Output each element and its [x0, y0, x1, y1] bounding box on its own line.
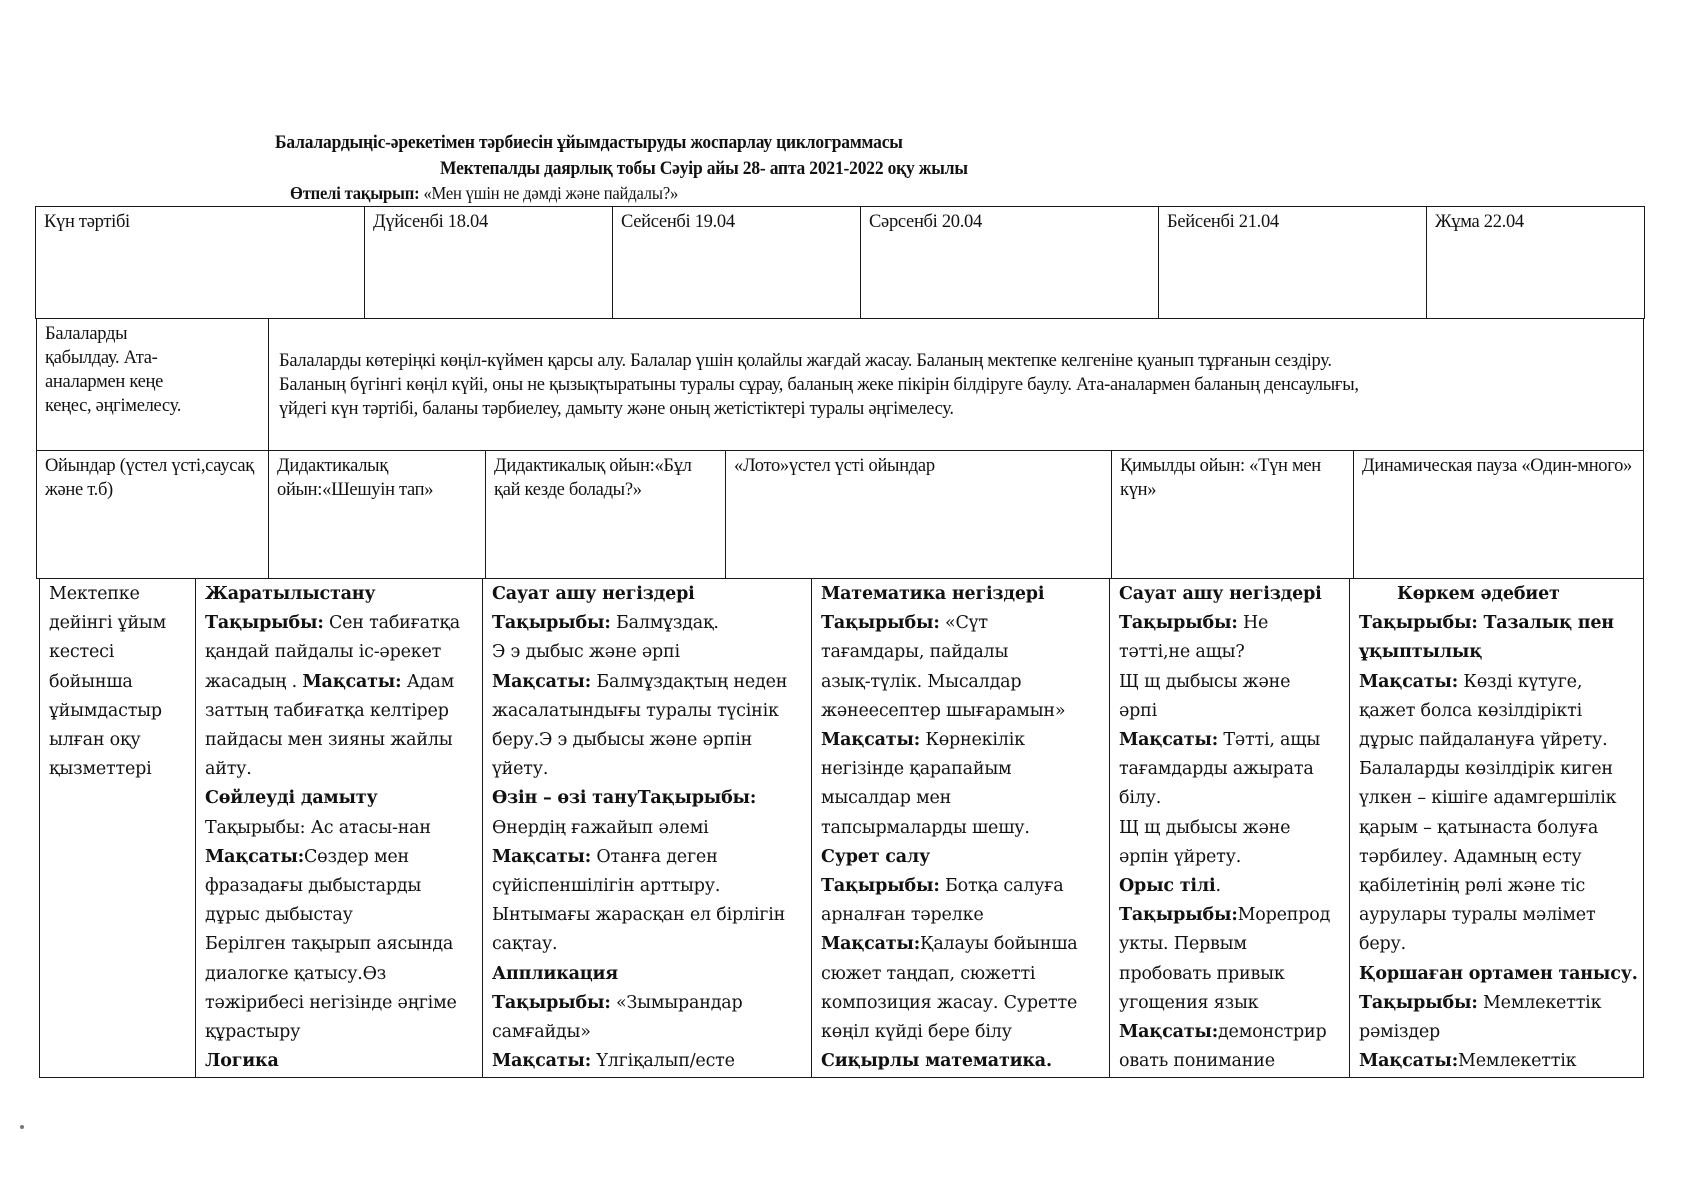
lesson-line	[1119, 668, 1340, 697]
lesson-text: самғайды»	[492, 1022, 591, 1043]
lessons-label-line: ұйымдастыр	[49, 700, 162, 721]
lesson-line	[1119, 843, 1340, 872]
lesson-heading-text: Сурет салу	[821, 846, 930, 867]
lesson-line	[492, 960, 802, 989]
lesson-line	[821, 1018, 1100, 1047]
header-cell-tuesday: Сейсенбі 19.04	[613, 207, 861, 319]
lesson-text: Сен табиғатқа	[323, 613, 460, 634]
lesson-text: угощения язык	[1119, 992, 1259, 1013]
lesson-line	[205, 609, 473, 638]
lesson-line	[205, 989, 473, 1018]
lesson-heading-text: Тақырыбы:	[1359, 992, 1478, 1013]
lesson-line	[1359, 726, 1634, 755]
lesson-text: .	[1215, 876, 1221, 897]
lesson-heading-text: Тақырыбы: Тазалық пен	[1359, 613, 1614, 634]
lesson-heading-text: Сиқырлы математика.	[821, 1051, 1052, 1072]
lesson-text: үлкен – кішіге адамгершілік	[1359, 788, 1617, 809]
lesson-line	[1359, 668, 1634, 697]
lesson-text: Берілген тақырып аясында	[205, 934, 454, 955]
lesson-line	[205, 872, 473, 901]
lesson-heading-text: Мақсаты:	[492, 671, 591, 692]
lesson-text: беру.Э э дыбысы және әрпін	[492, 730, 753, 751]
lesson-text: Көзді күтуге,	[1457, 671, 1583, 692]
lesson-heading-text: Мақсаты:	[1119, 1022, 1218, 1043]
lesson-heading-text: Логика	[205, 1051, 279, 1072]
lesson-cell-tuesday	[483, 579, 812, 1078]
lesson-text: аурулары туралы мәлімет	[1359, 905, 1596, 926]
lesson-text: қарым – қатынаста болуға	[1359, 817, 1599, 838]
lesson-line	[1119, 930, 1340, 959]
lesson-heading-text: Мақсаты:	[1359, 1051, 1458, 1072]
lesson-heading-text: Тақырыбы:	[821, 876, 940, 897]
lesson-line	[492, 989, 802, 1018]
lesson-line	[1119, 901, 1340, 930]
lesson-line	[492, 843, 802, 872]
lesson-line	[821, 989, 1100, 1018]
lesson-line	[1359, 1018, 1634, 1047]
lesson-text: пробовать привык	[1119, 963, 1285, 984]
lesson-line	[205, 755, 473, 784]
lesson-heading-text: Мақсаты:	[492, 846, 591, 867]
lesson-heading-text: Тақырыбы:	[1119, 905, 1238, 926]
game-cell-tuesday: Дидактикалық ойын:«Бұл қай кезде болады?»	[486, 451, 726, 579]
lesson-line	[1119, 872, 1340, 901]
lesson-line	[492, 609, 802, 638]
reception-row	[37, 319, 1644, 451]
games-label: Ойындар (үстел үсті,саусақ және т.б)	[37, 451, 269, 579]
lesson-line	[492, 726, 802, 755]
lesson-line	[821, 784, 1100, 813]
lesson-heading-text: Мақсаты:	[205, 846, 304, 867]
lesson-text: заттың табиғатқа келтірер	[205, 700, 449, 721]
lesson-text: Мемлекеттік	[1477, 992, 1602, 1013]
lesson-heading-text: Мақсаты:	[821, 730, 920, 751]
lesson-line	[205, 930, 473, 959]
lesson-text: Щ щ дыбысы және	[1119, 817, 1291, 838]
lesson-text: мысалдар мен	[821, 788, 952, 809]
lesson-text: «Сүт	[939, 613, 988, 634]
lesson-text: Ынтымағы жарасқан ел бірлігін	[492, 905, 786, 926]
lesson-text: тағамдары, пайдалы	[821, 642, 1009, 663]
lessons-label-line: Мектепке	[49, 584, 140, 604]
lesson-text: Сөздер мен	[303, 846, 409, 867]
lesson-text: Тәтті, ащы	[1217, 730, 1321, 751]
games-row	[37, 451, 1644, 579]
lesson-text: арналған тәрелке	[821, 905, 984, 926]
lesson-line	[821, 697, 1100, 726]
lesson-line	[492, 901, 802, 930]
lesson-line	[1359, 989, 1634, 1018]
lesson-line	[1359, 638, 1634, 667]
lesson-text: «Зымырандар	[610, 992, 743, 1013]
lesson-text: Тақырыбы: Ас атасы-нан	[205, 817, 431, 838]
lesson-text: азық-түлік. Мысалдар	[821, 671, 1022, 692]
lesson-heading-text: Аппликация	[492, 963, 619, 984]
lesson-line	[1119, 609, 1340, 638]
lesson-heading-text: Мақсаты:	[492, 1051, 591, 1072]
lesson-heading-text: Сауат ашу негіздері	[492, 584, 695, 604]
lesson-heading-text: Мақсаты:	[821, 934, 920, 955]
lesson-text: құрастыру	[205, 1022, 301, 1043]
lesson-line	[492, 1047, 802, 1076]
lesson-text: Балмұздақтың неден	[590, 671, 788, 692]
lesson-heading-text: Тақырыбы:	[492, 613, 611, 634]
lesson-text: Морепрод	[1237, 905, 1331, 926]
lesson-text: диалогке қатысу.Өз	[205, 963, 387, 984]
lesson-text: дұрыс пайдалануға үйрету.	[1359, 730, 1608, 751]
lesson-text: укты. Первым	[1119, 934, 1247, 955]
lesson-line	[821, 580, 1100, 609]
lesson-text: қабілетінің рөлі және тіс	[1359, 876, 1586, 897]
lesson-line	[821, 814, 1100, 843]
lesson-line	[821, 872, 1100, 901]
lesson-text: Қалауы бойынша	[919, 934, 1078, 955]
lesson-heading-text: Мақсаты:	[1359, 671, 1458, 692]
lesson-text: дұрыс дыбыстау	[205, 905, 353, 926]
lesson-text: фразадағы дыбыстарды	[205, 876, 422, 897]
lesson-line	[1359, 930, 1634, 959]
document-subtitle: Мектепалды даярлық тобы Сәуір айы 28- апта 2021-2022 оқу жылы	[440, 158, 968, 179]
game-cell-friday: Динамическая пауза «Один-много»	[1354, 451, 1644, 579]
lesson-line	[821, 901, 1100, 930]
lessons-label-line: ылған оқу	[49, 730, 141, 751]
lesson-text: қажет болса көзілдірікті	[1359, 700, 1583, 721]
lesson-text: тәтті,не ащы?	[1119, 642, 1245, 663]
lesson-text: көңіл күйді бере білу	[821, 1022, 1012, 1043]
lesson-line	[821, 843, 1100, 872]
lessons-label-line: қызметтері	[49, 759, 152, 780]
lesson-text: негізінде қарапайым	[821, 759, 1012, 780]
lesson-line	[1119, 960, 1340, 989]
lesson-line	[205, 580, 473, 609]
lesson-text: рәміздер	[1359, 1022, 1441, 1043]
lesson-line	[1359, 814, 1634, 843]
lesson-line	[1119, 989, 1340, 1018]
lesson-line	[205, 697, 473, 726]
lesson-line	[492, 930, 802, 959]
lesson-line	[492, 872, 802, 901]
lesson-heading-text: Тақырыбы:	[492, 992, 611, 1013]
lessons-label-line: бойынша	[49, 671, 133, 692]
lesson-text: Адам	[401, 671, 455, 692]
lesson-line	[1359, 755, 1634, 784]
lesson-text: Э э дыбыс және әрпі	[492, 642, 680, 663]
lessons-label-line: дейінгі ұйым	[49, 613, 167, 634]
lessons-row	[40, 579, 1644, 1078]
lesson-text: тәжірибесі негізінде әңгіме	[205, 992, 457, 1013]
lesson-text: Көрнекілік	[919, 730, 1025, 751]
lesson-line	[205, 814, 473, 843]
header-cell-monday: Дүйсенбі 18.04	[365, 207, 613, 319]
lesson-line	[821, 609, 1100, 638]
games-table	[36, 450, 1644, 579]
lesson-line	[1359, 872, 1634, 901]
lessons-label	[40, 579, 196, 1078]
lesson-line	[1359, 901, 1634, 930]
lesson-line	[1359, 784, 1634, 813]
game-cell-monday: Дидактикалық ойын:«Шешуін тап»	[269, 451, 486, 579]
lesson-text: сюжет таңдап, сюжетті	[821, 963, 1036, 984]
lesson-line	[205, 1018, 473, 1047]
header-cell-thursday: Бейсенбі 21.04	[1159, 207, 1427, 319]
lesson-text: Өнердің ғажайып әлемі	[492, 817, 709, 838]
lesson-line	[1119, 580, 1340, 609]
lesson-cell-monday	[196, 579, 483, 1078]
lesson-text: Балмұздақ.	[610, 613, 719, 634]
weekly-theme-label: Өтпелі тақырып:	[290, 183, 420, 203]
lesson-line	[205, 960, 473, 989]
lesson-heading-text: Тақырыбы:	[821, 613, 940, 634]
lesson-heading-text: Математика негіздері	[821, 584, 1045, 604]
lesson-text: Щ щ дыбысы және	[1119, 671, 1291, 692]
lesson-line	[1119, 1018, 1340, 1047]
lesson-text: жәнеесептер шығарамын»	[821, 700, 1066, 721]
lesson-text: әрпі	[1119, 700, 1158, 721]
lesson-line	[1359, 697, 1634, 726]
reception-description: Балаларды көтеріңкі көңіл-күймен қарсы алу. Балалар үшін қолайлы жағдай жасау. Баланың мектепке келгеніне қуанып тұрғанын сездіру. Баланың бүгінгі көңіл күйі, оны не қызықтыратыны туралы сұрау, баланың жеке пікірін білдіруге баулу. Ата-аналармен баланың денсаулығы, үйдегі күн тәртібі, баланы тәрбиелеу, дамыту және оның жетістіктері туралы әңгімелесу.	[269, 319, 1644, 451]
lesson-text: демонстрир	[1217, 1022, 1327, 1043]
lesson-line	[492, 755, 802, 784]
lesson-text: тәрбилеу. Адамның есту	[1359, 846, 1582, 867]
reception-table	[36, 318, 1644, 451]
lesson-line	[1359, 960, 1638, 989]
lesson-heading-text: Тақырыбы:	[205, 613, 324, 634]
lesson-heading-text: Көркем әдебиет	[1397, 584, 1560, 604]
header-cell-wednesday: Сәрсенбі 20.04	[861, 207, 1159, 319]
lesson-heading-text: Қоршаған ортамен танысу.	[1359, 963, 1638, 984]
lesson-text: тағамдарды ажырата	[1119, 759, 1314, 780]
lesson-text: тапсырмаларды шешу.	[821, 817, 1030, 838]
lesson-line	[205, 843, 473, 872]
lesson-line	[821, 668, 1100, 697]
lesson-line	[205, 1047, 473, 1076]
lesson-cell-friday	[1350, 579, 1644, 1078]
lesson-text: айту.	[205, 759, 252, 780]
lesson-line	[1119, 638, 1340, 667]
lesson-line	[821, 1047, 1100, 1076]
lesson-line	[1359, 1047, 1634, 1076]
document-title: Балалардыңіс-әрекетімен тәрбиесін ұйымдастыруды жоспарлау циклограммасы	[275, 132, 903, 153]
lesson-line	[205, 726, 473, 755]
lesson-text: Балаларды көзілдірік киген	[1359, 759, 1613, 780]
lesson-line	[492, 814, 802, 843]
weekly-theme	[290, 183, 678, 204]
lesson-text: үйету.	[492, 759, 549, 780]
lesson-line	[1359, 609, 1634, 638]
lesson-line	[205, 668, 473, 697]
lesson-heading-text: ұқыптылық	[1359, 642, 1483, 663]
lesson-line	[821, 638, 1100, 667]
lesson-text: сүйіспеншілігін арттыру.	[492, 876, 721, 897]
lesson-cell-wednesday	[812, 579, 1110, 1078]
lesson-text: овать понимание	[1119, 1051, 1275, 1072]
lesson-line	[492, 668, 802, 697]
lesson-text: Үлгіқалып/есте	[590, 1051, 735, 1072]
lesson-text: сақтау.	[492, 934, 558, 955]
lesson-text: әрпін үйрету.	[1119, 846, 1242, 867]
schedule-header-row	[36, 207, 1645, 319]
lesson-line	[492, 580, 802, 609]
lesson-line	[492, 1018, 802, 1047]
lessons-label-line: кестесі	[49, 642, 115, 663]
lesson-line	[205, 784, 473, 813]
lesson-heading-text: Тақырыбы:	[1119, 613, 1238, 634]
weekly-theme-value: «Мен үшін не дәмді және пайдалы?»	[423, 183, 679, 203]
schedule-header-table	[35, 206, 1645, 319]
header-cell-daily-routine: Күн тәртібі	[36, 207, 365, 319]
lesson-text: Отанға деген	[590, 846, 718, 867]
lesson-heading-text: Өзін – өзі тануТақырыбы:	[492, 788, 757, 809]
lesson-heading-text: Мақсаты:	[1119, 730, 1218, 751]
reception-label: Балаларды қабылдау. Ата- аналармен кеңе кеңес, әңгімелесу.	[37, 319, 269, 451]
lesson-line	[492, 638, 802, 667]
lesson-line	[1359, 580, 1634, 609]
lesson-line	[492, 784, 802, 813]
lesson-heading-text: Жаратылыстану	[205, 584, 376, 604]
lesson-text: Мемлекеттік	[1457, 1051, 1577, 1072]
lesson-line	[205, 901, 473, 930]
game-cell-wednesday: «Лото»үстел үсті ойындар	[726, 451, 1112, 579]
lesson-text: жасадың .	[205, 671, 303, 692]
lesson-heading-text: Орыс тілі	[1119, 876, 1216, 897]
lesson-text: пайдасы мен зияны жайлы	[205, 730, 453, 751]
lesson-line	[821, 930, 1100, 959]
lesson-line	[1119, 814, 1340, 843]
lesson-line	[821, 726, 1100, 755]
lessons-table	[39, 578, 1644, 1078]
lesson-heading-text: Сөйлеуді дамыту	[205, 788, 378, 809]
lesson-line	[1359, 843, 1634, 872]
header-cell-friday: Жұма 22.04	[1427, 207, 1645, 319]
lesson-text: Ботқа салуға	[939, 876, 1064, 897]
lesson-line	[1119, 784, 1340, 813]
lesson-line	[1119, 755, 1340, 784]
lesson-text: қандай пайдалы іс-әрекет	[205, 642, 442, 663]
lesson-text: Не	[1237, 613, 1269, 634]
lesson-line	[492, 697, 802, 726]
lesson-text: білу.	[1119, 788, 1162, 809]
lesson-line	[1119, 697, 1340, 726]
lesson-text: жасалатындығы туралы түсінік	[492, 700, 779, 721]
lesson-line	[821, 755, 1100, 784]
lesson-line	[1119, 726, 1340, 755]
lesson-line	[821, 960, 1100, 989]
lesson-heading-text: Мақсаты:	[302, 671, 402, 692]
lesson-line	[205, 638, 473, 667]
scan-speck	[20, 1125, 24, 1129]
lesson-text: беру.	[1359, 934, 1406, 955]
lesson-line	[1119, 1047, 1340, 1076]
lesson-cell-thursday	[1110, 579, 1350, 1078]
lesson-heading-text: Сауат ашу негіздері	[1119, 584, 1322, 604]
lesson-text: композиция жасау. Суретте	[821, 992, 1078, 1013]
game-cell-thursday: Қимылды ойын: «Түн мен күн»	[1112, 451, 1354, 579]
